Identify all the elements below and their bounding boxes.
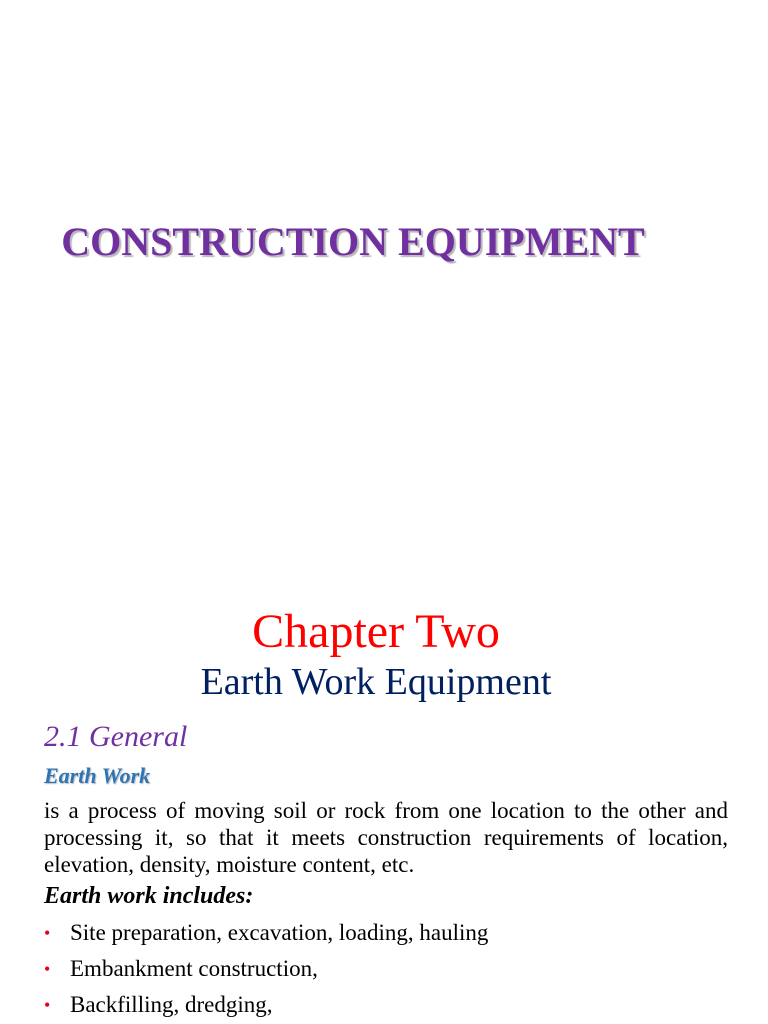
includes-heading: Earth work includes:	[44, 883, 254, 909]
list-item-text: Site preparation, excavation, loading, hauling	[70, 920, 489, 945]
section-heading: 2.1 General	[44, 720, 188, 753]
bullet-icon: •	[44, 995, 51, 1015]
list-item	[44, 915, 488, 951]
definition-paragraph: is a process of moving soil or rock from one location to the other and processing it, so that it meets construction requirements of location, elevation, density, moisture content, etc.	[44, 798, 728, 877]
chapter-title: Chapter Two	[252, 605, 500, 658]
term-heading: Earth Work	[44, 763, 151, 788]
list-item-text: Embankment construction,	[70, 956, 318, 981]
bullet-list	[44, 915, 488, 1023]
list-item	[44, 987, 488, 1023]
list-item-text: Backfilling, dredging,	[70, 992, 273, 1017]
bullet-icon: •	[44, 923, 51, 943]
chapter-subtitle: Earth Work Equipment	[200, 661, 552, 703]
document-title: CONSTRUCTION EQUIPMENT	[61, 219, 645, 264]
bullet-icon: •	[44, 959, 51, 979]
list-item	[44, 951, 488, 987]
